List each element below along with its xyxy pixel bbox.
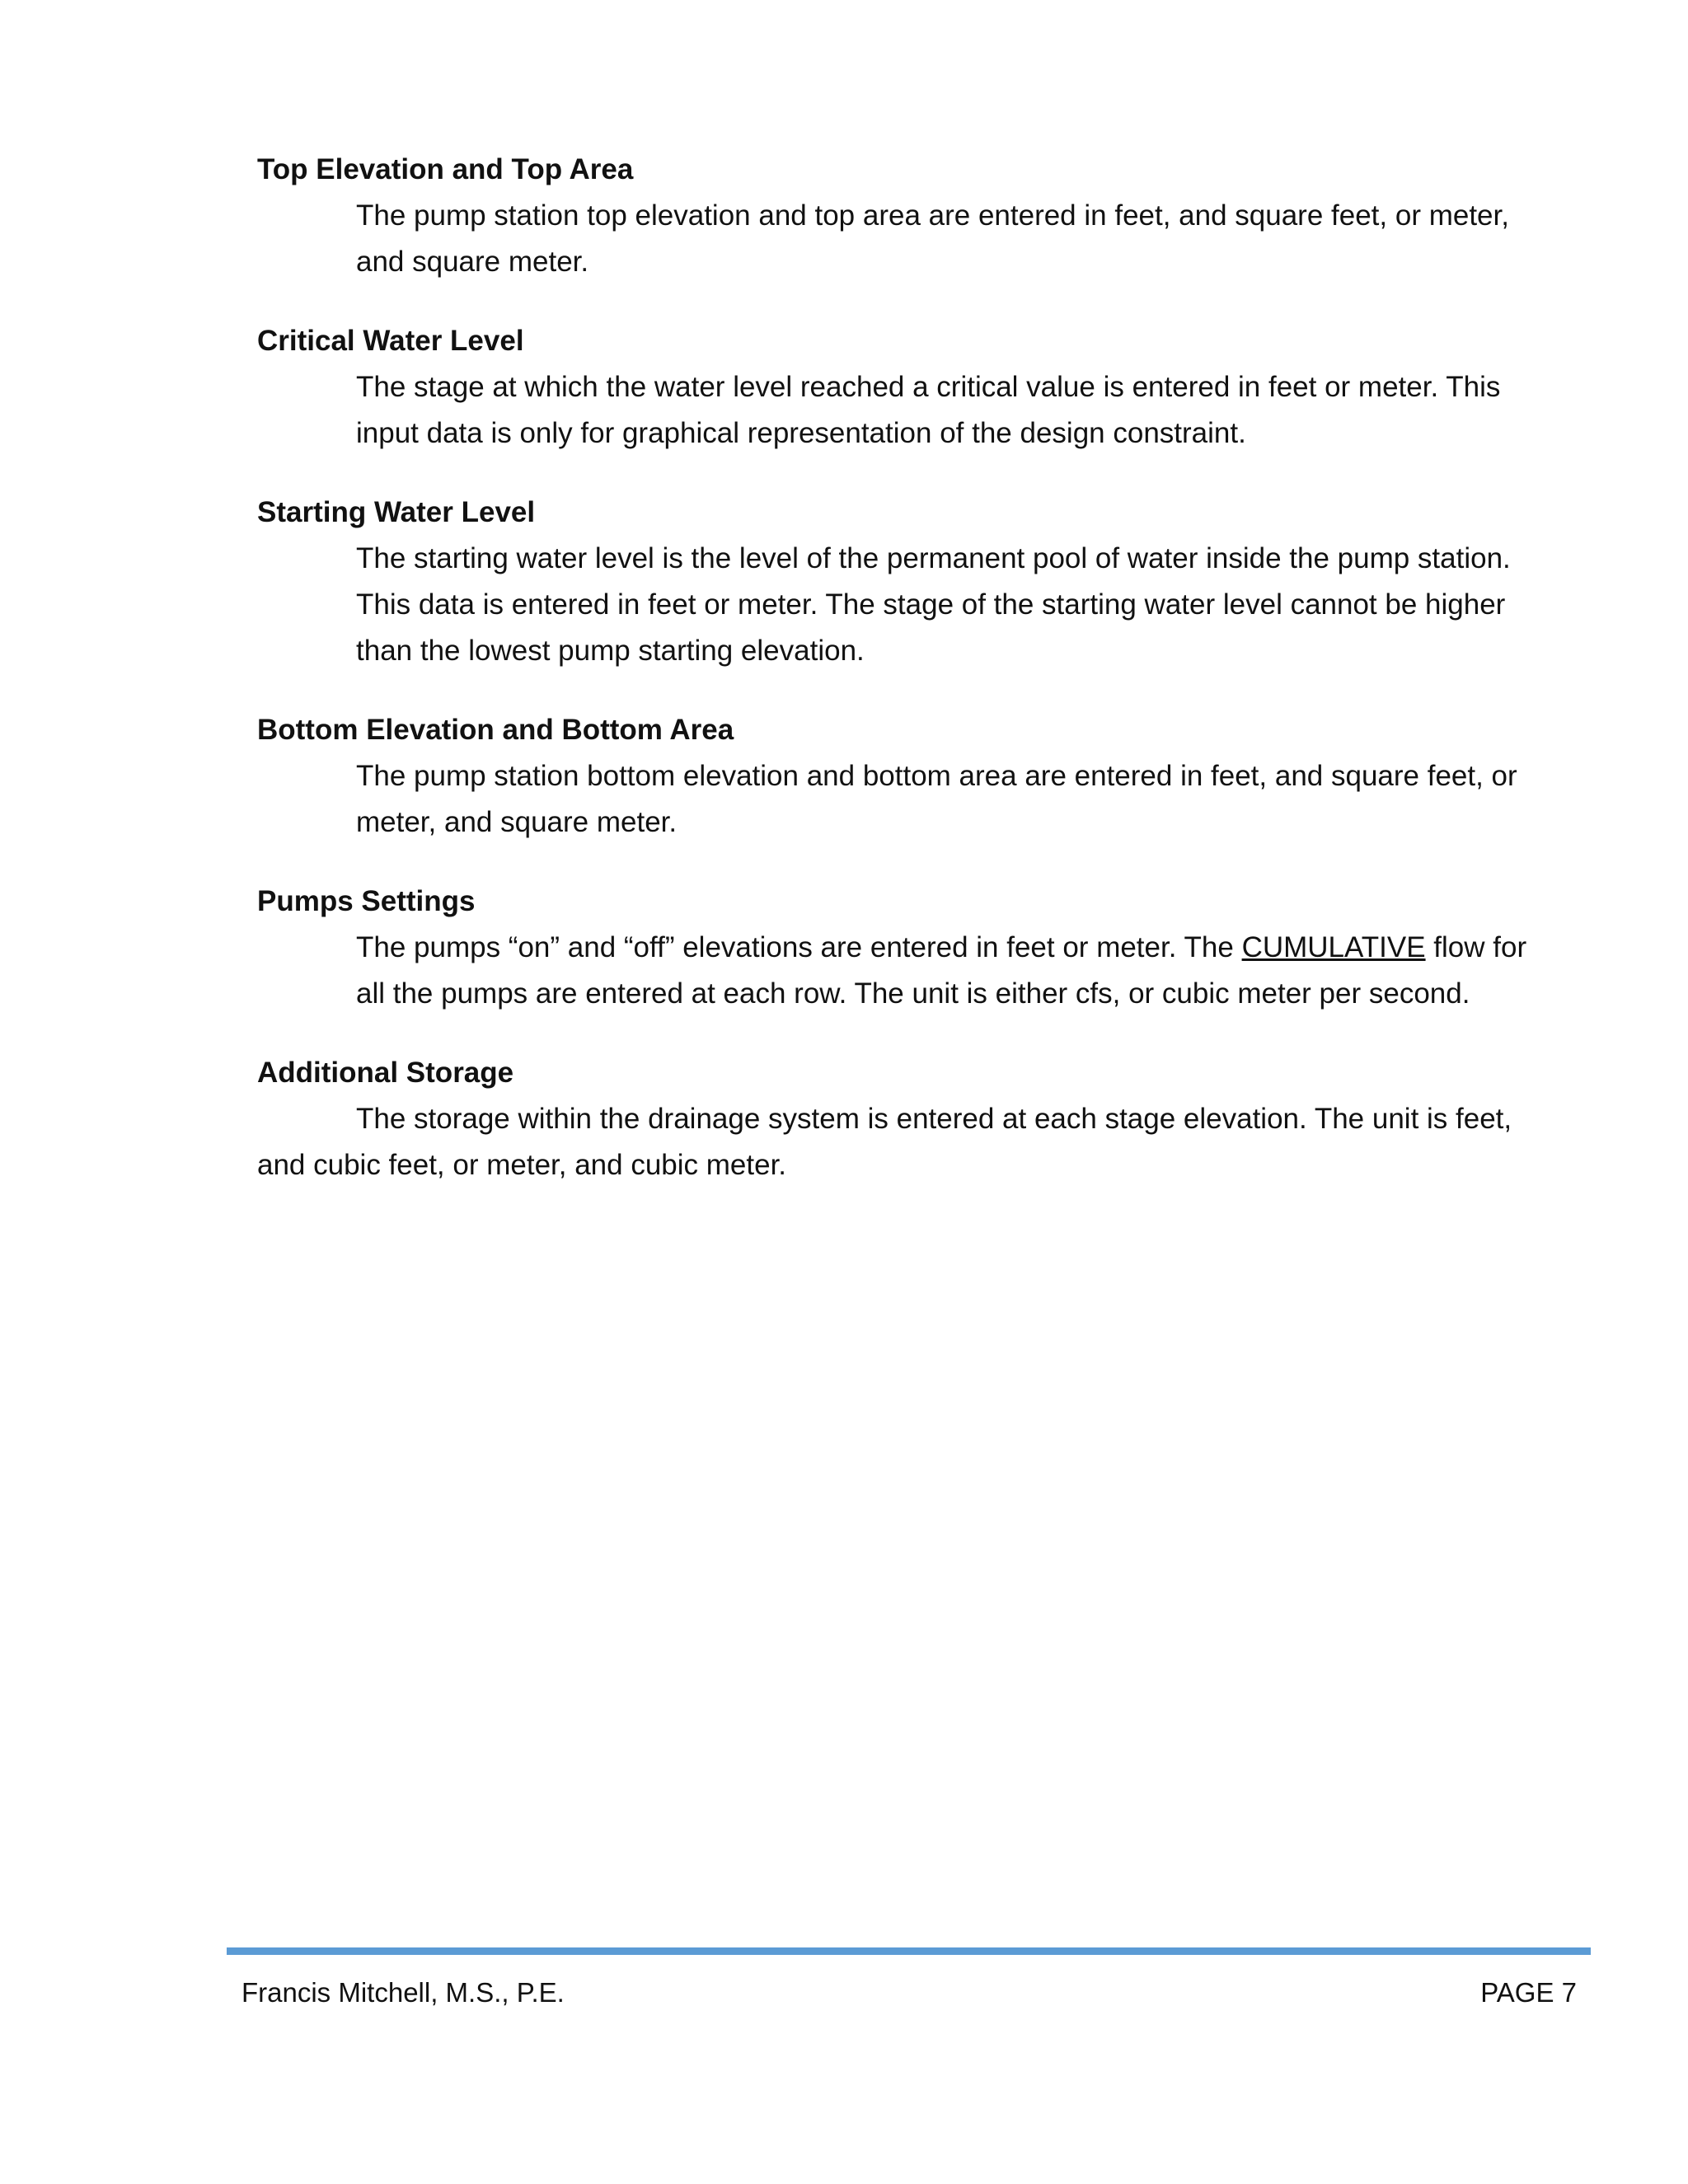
section-heading: Pumps Settings bbox=[257, 885, 476, 917]
section-text: The pump station top elevation and top area are entered in feet, and square feet, or meter, and square meter. bbox=[356, 199, 1509, 278]
text-run: The pumps “on” and “off” elevations are entered in feet or meter. The bbox=[356, 931, 1242, 963]
section-heading: Top Elevation and Top Area bbox=[257, 153, 634, 185]
section-critical-water-level bbox=[257, 318, 1559, 457]
document-body bbox=[257, 147, 1559, 1221]
section-heading: Critical Water Level bbox=[257, 325, 524, 357]
footer-page-number: PAGE 7 bbox=[1480, 1977, 1577, 2008]
section-top-elevation bbox=[257, 147, 1559, 285]
section-text: The starting water level is the level of the permanent pool of water inside the pump station. This data is entered in feet or meter. The stage of the starting water level cannot be higher than the lowest pump starting elevation. bbox=[356, 542, 1511, 667]
section-starting-water-level bbox=[257, 490, 1559, 674]
section-bottom-elevation bbox=[257, 707, 1559, 846]
section-text bbox=[257, 925, 1559, 1017]
footer-rule bbox=[227, 1947, 1591, 1955]
section-text: The storage within the drainage system is entered at each stage elevation. The unit is feet, and cubic feet, or meter, and cubic meter. bbox=[257, 1103, 1512, 1181]
section-heading: Starting Water Level bbox=[257, 496, 536, 528]
text-run: flow for all the pumps are entered at each row. The unit is either cfs, or cubic meter per second. bbox=[356, 931, 1527, 1010]
section-additional-storage bbox=[257, 1050, 1559, 1188]
footer-author: Francis Mitchell, M.S., P.E. bbox=[241, 1977, 565, 2008]
section-pumps-settings bbox=[257, 879, 1559, 1017]
underlined-term: CUMULATIVE bbox=[1241, 931, 1426, 963]
section-text: The stage at which the water level reached a critical value is entered in feet or meter. This input data is only for graphical representation of the design constraint. bbox=[356, 371, 1501, 449]
section-heading: Bottom Elevation and Bottom Area bbox=[257, 714, 734, 746]
section-text: The pump station bottom elevation and bottom area are entered in feet, and square feet, or meter, and square meter. bbox=[356, 760, 1517, 838]
section-heading: Additional Storage bbox=[257, 1057, 514, 1089]
